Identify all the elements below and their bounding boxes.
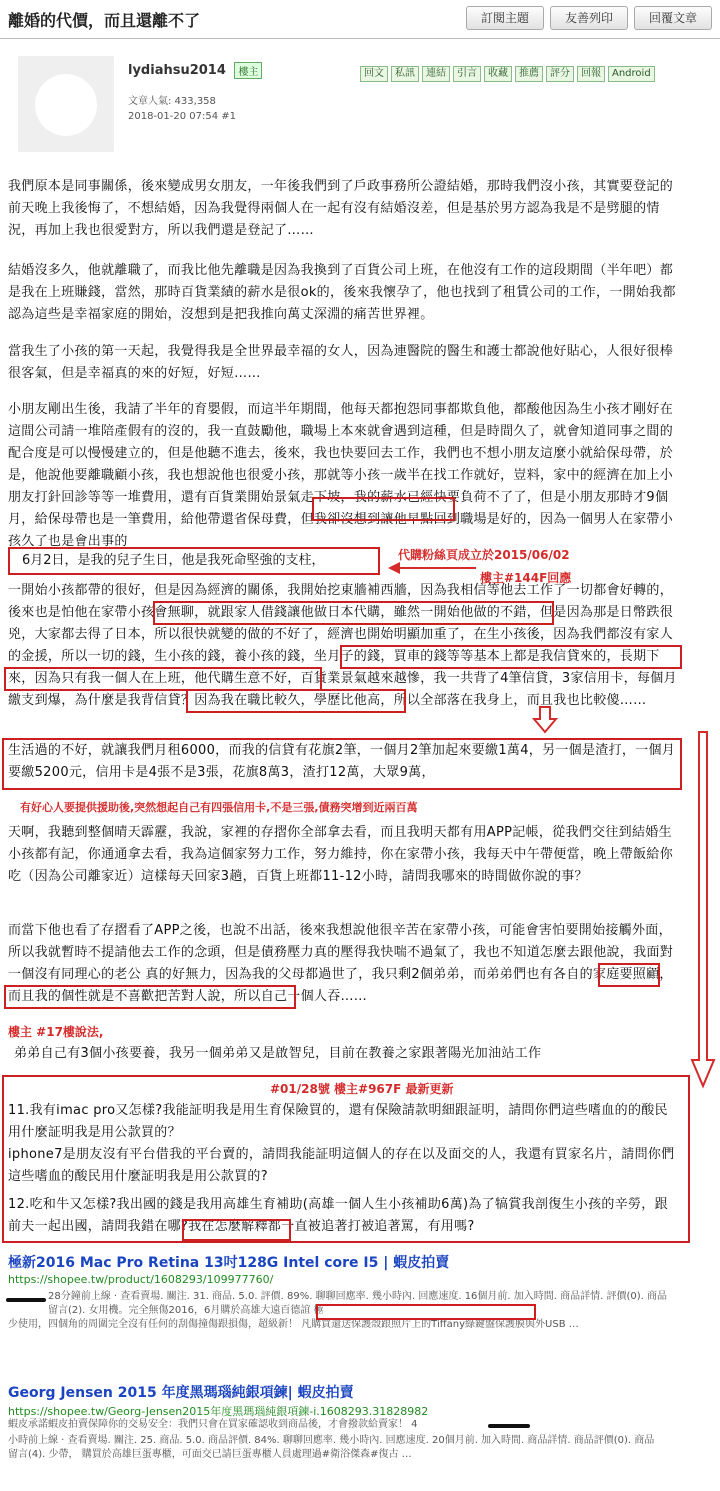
message-button[interactable]: 私訊 bbox=[391, 66, 419, 82]
android-button[interactable]: Android bbox=[608, 66, 655, 82]
post-meta bbox=[128, 94, 236, 124]
rate-button[interactable]: 評分 bbox=[546, 66, 574, 82]
birthday-highlight-box bbox=[8, 547, 380, 575]
search-result-url[interactable]: https://shopee.tw/product/1608293/109977760/ bbox=[8, 1273, 274, 1286]
link-button[interactable]: 連結 bbox=[422, 66, 450, 82]
paragraph-2: 結婚沒多久，他就離職了，而我比他先離職是因為我換到了百貨公司上班，在他沒有工作的這段期間（半年吧）都是我在上班賺錢，當然，那時百貨業績的薪水是很ok的，後來我懷孕了，他也找到了租賃公司的工作，一開始我都認為這些是幸福家庭的開始，沒想到是把我推向萬丈深淵的痛苦世界裡。 bbox=[8, 263, 676, 322]
username[interactable]: lydiahsu2014 bbox=[128, 63, 226, 78]
annotation-fanpage: 代購粉絲頁成立於2015/06/02 bbox=[398, 548, 570, 562]
highlight-two-brothers-a bbox=[598, 963, 660, 987]
highlight-purchase-date bbox=[316, 1304, 536, 1320]
paragraph-3: 當我生了小孩的第一天起，我覺得我是全世界最幸福的女人，因為連醫院的醫生和護士都說他好貼心，人很好很棒很客氣，但是幸福真的來的好短，好短…… bbox=[8, 344, 674, 381]
redaction-scribble bbox=[6, 1298, 46, 1302]
down-arrow-icon bbox=[532, 705, 558, 735]
paragraph-1: 我們原本是同事關係，後來變成男女朋友，一年後我們到了戶政事務所公證結婚，那時我們沒小孩，其實要登記的前天晚上我後悔了，不想結婚，因為我覺得兩個人在一起有沒有結婚沒差，但是基於男方認為我是不是劈腿的情況，再加上我也很愛對方，所以我們還是登記了…… bbox=[8, 179, 674, 238]
search-result-desc-2: 小時前上線 · 查看賣場. 關注. 25. 商品. 5.0. 商品評價. 84%. 聊聊回應率. 幾小時內. 回應速度. 20個月前. 加入時間. 商品詳情. 商品評價(0). 商品留言(4). 少帶， 購買於高雄巨蛋專櫃，可面交已請巨蛋專櫃人員處理過#衛浴傑森#復古 … bbox=[8, 1435, 655, 1460]
search-result-desc-1: 28分鐘前上線 · 查看賣場. 關注. 31. 商品. 5.0. 評價. 89%. 聊聊回應率. 幾小時內. 回應速度. 16個月前. 加入時間. 商品詳情. 評價(0). 商品留言(2). 女用機。完全無傷2016，6月購於高雄大遠百德誼 極 bbox=[48, 1291, 668, 1316]
paragraph-7: 而當下他也看了存摺看了APP之後，也說不出話，後來我想說他很辛苦在家帶小孩，可能會害怕要開始接觸外面，所以我就暫時不提請他去工作的念頭，但是債務壓力真的壓得我快喘不過氣了，我也不知道怎麼去跟他說，我面對一個沒有同理心的老公 真的好無力，因為我的父母都過世了，我只剩2個弟弟，而弟弟們也有各自的家庭要照顧，而且我的個性就是不喜歡把苦對人說，所以自己一個人吞…… bbox=[8, 923, 674, 1004]
paragraph-brothers: 弟弟自己有3個小孩要養，我另一個弟弟又是啟智兒，目前在教養之家跟著陽光加油站工作 bbox=[14, 1046, 542, 1061]
left-arrow-icon bbox=[386, 560, 478, 576]
update-wagyu: 12.吃和牛又怎樣?我出國的錢是我用高雄生育補助(高雄一個人生小孩補助6萬)為了犒賞我剖復生小孩的辛勞，跟前夫一起出國，請問我錯在哪?我在怎麼解釋都一直被追著打被追著罵，有用嗎? bbox=[8, 1197, 668, 1234]
avatar-placeholder-icon bbox=[35, 74, 97, 136]
paragraph-5: 一開始小孩都帶的很好，但是因為經濟的關係，我開始挖東牆補西牆，因為我相信等他去工作了一切都會好轉的，後來也是怕他在家帶小孩會無聊，就跟家人借錢讓他做日本代購，雖然一開始他做的不錯，但是因為那是日幣跌很兇，大家都去得了日本，所以很快就變的做的不好了，經濟也開始明顯加重了，在生小孩後，因為我們都沒有家人的金援，所以一切的錢，生小孩的錢，養小孩的錢，坐月子的錢，買車的錢等等基本上都是我信貸來的，長期下來，因為只有我一個人在上班，他代購生意不好，百貨業景氣越來越慘，我一共背了4筆信貸，3家信用卡，每個月繳支到爆，為什麼是我背信貸？因為我在職比較久，學歷比他高，所以全部落在我身上，而且我也比較傻…… bbox=[8, 583, 677, 708]
top-actions bbox=[466, 6, 712, 30]
pageviews: 文章人氣: 433,358 bbox=[128, 96, 216, 107]
highlight-all-money bbox=[340, 645, 682, 669]
birthday-text: 6月2日，是我的兒子生日，他是我死命堅強的支柱， bbox=[22, 553, 325, 568]
search-result-desc-1: 蝦皮承諾蝦皮拍賣保障你的交易安全：我們只會在買家確認收到商品後，才會撥款給賣家！ 4 bbox=[8, 1419, 418, 1430]
author-name[interactable] bbox=[128, 62, 262, 79]
highlight-two-brothers-b bbox=[4, 985, 296, 1009]
quote-button[interactable]: 引言 bbox=[453, 66, 481, 82]
paragraph-4: 小朋友剛出生後，我請了半年的育嬰假，而這半年期間，他每天都抱怨同事都欺負他，都酸他因為生小孩才剛好在這間公司請一堆陪產假有的沒的，我一直鼓勵他，職場上本來就會遇到這種，但是時間久了，就會知道同事之間的配合度是可以慢慢建立的，但是他聽不進去，後來，我也快要回去工作，我們也不想小朋友這麼小就給保母帶，於是，他說他要離職顧小孩，我也想說他也很愛小孩，那就等小孩一歲半在找工作就好，豈料，家中的經濟在加上小朋友打針回診等等一堆費用，還有百貨業開始景氣走下坡，我的薪水已經快要負荷不了了，但是小朋友那時才9個月，給保母帶也是一筆費用，給他帶還省保母費，但我卻沒想到讓他早點回到職場是好的，因為一個男人在家帶小孩久了也是會出事的 bbox=[8, 402, 674, 549]
annotation-four-cards: 有好心人要提供援助後,突然想起自己有四張信用卡,不是三張,債務突增到近兩百萬 bbox=[20, 801, 418, 814]
highlight-9-months bbox=[312, 497, 455, 521]
annotation-967f: #01/28號 樓主#967F 最新更新 bbox=[270, 1082, 454, 1096]
search-result-title[interactable]: Georg Jensen 2015 年度黑瑪瑙純銀項鍊| 蝦皮拍賣 bbox=[8, 1385, 354, 1401]
bookmark-button[interactable]: 收藏 bbox=[484, 66, 512, 82]
paragraph-debt: 生活過的不好，就讓我們月租6000，而我的信貸有花旗2筆，一個月2筆加起來要繳1萬4，另一個是渣打，一個月要繳5200元，信用卡是4張不是3張，花旗8萬3，渣打12萬，大眾9萬， bbox=[8, 743, 676, 780]
long-down-arrow-icon bbox=[690, 730, 716, 1090]
page-title: 離婚的代價，而且還離不了 bbox=[8, 11, 201, 30]
highlight-daigou bbox=[153, 601, 554, 625]
recommend-button[interactable]: 推薦 bbox=[515, 66, 543, 82]
reply-post-button[interactable]: 回文 bbox=[360, 66, 388, 82]
print-button[interactable]: 友善列印 bbox=[550, 6, 628, 30]
header-divider bbox=[0, 38, 720, 39]
annotation-reply-144f: 樓主#144F回應 bbox=[480, 571, 572, 585]
search-result-title[interactable]: 極新2016 Mac Pro Retina 13吋128G Intel core I5 | 蝦皮拍賣 bbox=[8, 1255, 450, 1271]
subscribe-button[interactable]: 訂閱主題 bbox=[466, 6, 544, 30]
update-iphone: iphone7是朋友沒有平台借我的平台賣的，請問我能証明這個人的存在以及面交的人，我還有買家名片，請問你們這些嗜血的酸民用什麼証明我是用公款買的? bbox=[8, 1147, 675, 1184]
search-result-desc-2: 少使用，四個角的周圍完全沒有任何的刮傷撞傷跟損傷，超級新！ 凡購買還送保護殼跟照片上的Tiffany綠鍵盤保護膜與外USB … bbox=[8, 1319, 579, 1330]
report-button[interactable]: 回報 bbox=[577, 66, 605, 82]
redaction-scribble bbox=[488, 1424, 530, 1428]
highlight-where-wrong bbox=[182, 1219, 291, 1241]
op-badge: 樓主 bbox=[234, 62, 262, 79]
search-result-url[interactable]: https://shopee.tw/Georg-Jensen2015年度黑瑪瑙純銀項鍊-i.1608293.31828982 bbox=[8, 1405, 429, 1418]
highlight-4-loans bbox=[186, 689, 406, 713]
highlight-loans-origin bbox=[4, 667, 322, 691]
avatar[interactable] bbox=[18, 56, 114, 152]
paragraph-6: 天啊，我聽到整個晴天霹靂，我說，家裡的存摺你全部拿去看，而且我明天都有用APP記帳，從我們交往到結婚生小孩都有記，你通通拿去看，我為這個家努力工作，努力維持，你在家帶小孩，我每天中午帶便當，晚上帶飯給你吃（因為公司離家近）這樣每天回家3趟，百貨上班都11-12小時，請問我哪來的時間做你說的事？ bbox=[8, 825, 674, 884]
annotation-17f: 樓主 #17樓說法, bbox=[8, 1025, 104, 1039]
post-timestamp: 2018-01-20 07:54 #1 bbox=[128, 111, 237, 122]
update-imac: 11.我有imac pro又怎樣?我能証明我是用生育保險買的，還有保險請款明細跟証明，請問你們這些嗜血的的酸民用什麼証明我是用公款買的？ bbox=[8, 1103, 668, 1140]
post-action-bar bbox=[360, 66, 655, 82]
reply-button[interactable]: 回覆文章 bbox=[634, 6, 712, 30]
